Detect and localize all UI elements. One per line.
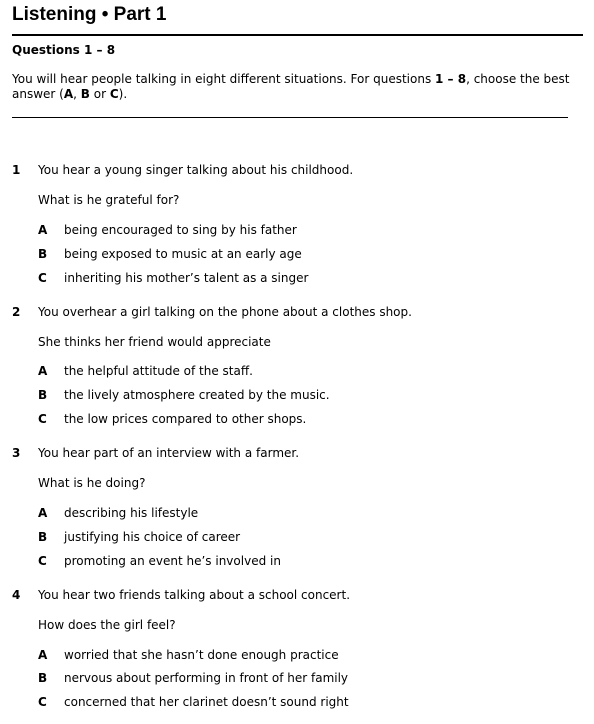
instructions-divider bbox=[12, 117, 568, 118]
option-letter: A bbox=[38, 648, 48, 662]
option-letter: B bbox=[38, 247, 48, 261]
option-text: promoting an event he’s involved in bbox=[64, 554, 281, 568]
option-text: the low prices compared to other shops. bbox=[64, 412, 307, 426]
instructions-letter-b: B bbox=[80, 87, 90, 101]
instructions-letter-c: C bbox=[109, 87, 119, 101]
question-number: 1 bbox=[12, 163, 21, 177]
question-context: You hear two friends talking about a school concert. bbox=[38, 588, 351, 602]
option-text: being encouraged to sing by his father bbox=[64, 223, 297, 237]
question-prompt: How does the girl feel? bbox=[38, 618, 176, 632]
instructions bbox=[12, 72, 582, 102]
question-prompt: What is he grateful for? bbox=[38, 193, 180, 207]
question-prompt: She thinks her friend would appreciate bbox=[38, 335, 271, 349]
question-number: 4 bbox=[12, 588, 21, 602]
option-text: nervous about performing in front of her family bbox=[64, 671, 349, 685]
option-text: concerned that her clarinet doesn’t sound right bbox=[64, 695, 349, 709]
option-letter: A bbox=[38, 223, 48, 237]
instructions-range: 1 – 8 bbox=[435, 72, 467, 86]
instructions-text-before: You will hear people talking in eight different situations. For questions bbox=[12, 72, 436, 86]
option-text: worried that she hasn’t done enough practice bbox=[64, 648, 339, 662]
option-text: justifying his choice of career bbox=[64, 530, 241, 544]
option-letter: B bbox=[38, 388, 48, 402]
instructions-letter-a: A bbox=[63, 87, 74, 101]
instructions-sep-1: , bbox=[73, 87, 81, 101]
instructions-text-middle: , choose the best answer ( bbox=[12, 72, 570, 101]
page-title: Listening • Part 1 bbox=[12, 4, 167, 25]
question-prompt: What is he doing? bbox=[38, 476, 146, 490]
question-number: 3 bbox=[12, 446, 21, 460]
question-number: 2 bbox=[12, 305, 21, 319]
option-letter: B bbox=[38, 671, 48, 685]
question-range: Questions 1 – 8 bbox=[12, 43, 116, 57]
option-letter: A bbox=[38, 506, 48, 520]
title-divider bbox=[12, 34, 583, 36]
instructions-text-end: ). bbox=[118, 87, 128, 101]
option-letter: C bbox=[38, 554, 47, 568]
option-text: the lively atmosphere created by the music. bbox=[64, 388, 330, 402]
option-letter: C bbox=[38, 695, 47, 709]
option-text: describing his lifestyle bbox=[64, 506, 199, 520]
option-letter: C bbox=[38, 271, 47, 285]
option-text: inheriting his mother’s talent as a singer bbox=[64, 271, 309, 285]
option-text: the helpful attitude of the staff. bbox=[64, 364, 253, 378]
question-context: You hear part of an interview with a farmer. bbox=[38, 446, 300, 460]
instructions-sep-2: or bbox=[89, 87, 110, 101]
option-letter: A bbox=[38, 364, 48, 378]
question-context: You overhear a girl talking on the phone about a clothes shop. bbox=[38, 305, 412, 319]
question-context: You hear a young singer talking about his childhood. bbox=[38, 163, 354, 177]
option-text: being exposed to music at an early age bbox=[64, 247, 302, 261]
option-letter: B bbox=[38, 530, 48, 544]
option-letter: C bbox=[38, 412, 47, 426]
